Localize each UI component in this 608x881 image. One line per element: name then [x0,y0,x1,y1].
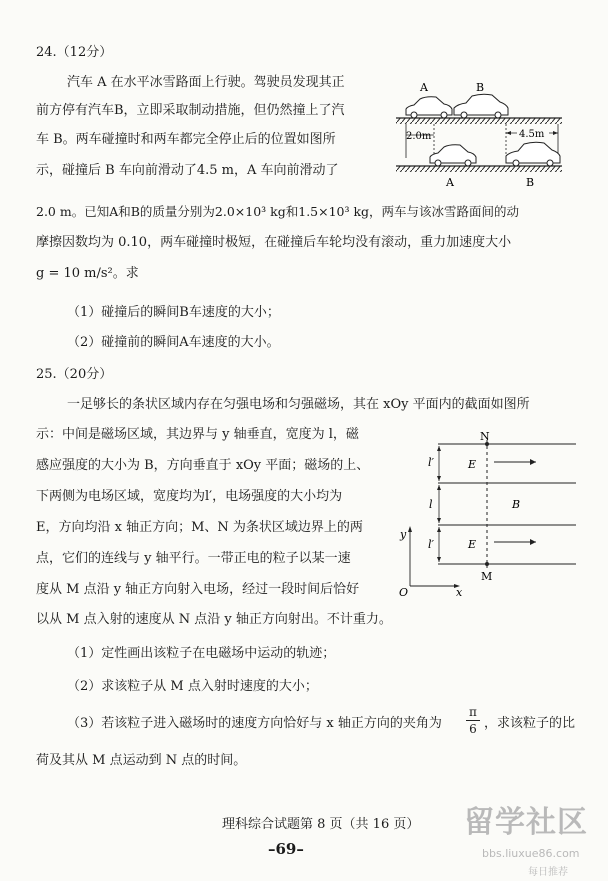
q25-line-4: E，方向均沿 x 轴正方向；M、N 为条状区域边界上的两 [36,520,363,535]
q24-line-3: 车 B。两车碰撞时和两车都完全停止后的位置如图所 [36,132,336,147]
q24-line-6: 摩擦因数均为 0.10，两车碰撞时极短，在碰撞后车轮均没有滚动，重力加速度大小 [36,235,512,250]
q24-line-7: g = 10 m/s²。求 [36,266,139,281]
q25-label-l: l [429,498,433,511]
q25-label-m: M [481,570,493,583]
width-marks [437,446,441,562]
q25-label-e-top: E [468,458,477,471]
q25-line-6: 度从 M 点沿 y 轴正方向射入电场，经过一段时间后恰好 [36,582,360,597]
q24-label-a-top: A [420,81,428,94]
point-m [485,562,489,566]
watermark-url: bbs.liuxue86.com [482,847,580,860]
car-a-top [406,97,452,118]
e-field-arrow-bottom [494,539,536,545]
q25-sub-3a: （3）若该粒子进入磁场时的速度方向恰好与 x 轴正方向的夹角为 [67,716,442,731]
top-road [396,118,562,124]
e-field-arrow-top [494,459,536,465]
q25-label-l-prime-bottom: l′ [428,538,435,551]
q25-figure [396,428,580,598]
fraction-denominator: 6 [469,722,477,736]
q25-sub-2: （2）求该粒子从 M 点入射时速度的大小； [67,679,318,694]
q25-line-3: 下两侧为电场区域，宽度均为l′，电场强度的大小均为 [36,489,343,504]
q25-line-5: 点，它们的连线与 y 轴平行。一带正电的粒子以某一速 [36,551,351,566]
q24-dist-right: 4.5m [519,129,545,140]
q24-sub-2: （2）碰撞前的瞬间A车速度的大小。 [67,335,280,350]
q24-figure [392,80,570,192]
q24-line-4: 示，碰撞后 B 车向前滑动了4.5 m，A 车向前滑动了 [36,163,339,178]
q25-sub-3-line2: 荷及其从 M 点运动到 N 点的时间。 [36,753,247,768]
q25-label-o: O [399,586,409,598]
fraction-numerator: π [469,705,477,719]
q24-sub-1: （1）碰撞后的瞬间B车速度的大小； [67,305,280,320]
car-b-top [454,94,508,118]
page-number: –69– [268,840,304,858]
q25-label-l-prime-top: l′ [428,456,435,469]
q25-line-7: 以从 M 点入射的速度从 N 点沿 y 轴正方向射出。不计重力。 [36,612,392,627]
q24-label-a-bottom: A [446,176,454,189]
q25-label-b: B [512,498,521,511]
q24-line-1: 汽车 A 在水平冰雪路面上行驶。驾驶员发现其正 [67,75,345,90]
q24-line-2: 前方停有汽车B，立即采取制动措施，但仍然撞上了汽 [36,103,345,118]
q24-label-b-bottom: B [526,176,535,189]
q24-label-b-top: B [476,81,485,94]
q25-line-0: 一足够长的条状区域内存在匀强电场和匀强磁场，其在 xOy 平面内的截面如图所 [67,397,530,412]
q25-label-x: x [456,586,463,598]
car-a-bottom [430,145,476,166]
watermark-corner: 每日推荐 [528,867,568,878]
q24-dist-left: 2.0m [406,131,432,142]
fraction-pi-over-6 [466,706,480,735]
q25-sub-1: （1）定性画出该粒子在电磁场中运动的轨迹； [67,646,336,661]
q25-line-2: 感应强度的大小为 B，方向垂直于 xOy 平面；磁场的上、 [36,458,370,473]
q24-line-5: 2.0 m。已知A和B的质量分别为2.0×10³ kg和1.5×10³ kg，两车与该冰雪路面间的动 [36,204,520,219]
q25-header: 25.（20分） [36,367,113,382]
q24-header: 24.（12分） [36,45,113,60]
dim-2m [406,124,434,158]
q25-label-n: N [480,430,490,443]
axes [408,526,460,588]
watermark-brand: 留学社区 [464,805,588,840]
car-b-bottom [506,142,560,166]
q25-sub-3b: ，求该粒子的比 [484,716,576,731]
q25-label-e-bottom: E [468,538,477,551]
q25-line-1: 示：中间是磁场区域，其边界与 y 轴垂直，宽度为 l，磁 [36,427,359,442]
q25-label-y: y [400,528,407,541]
bottom-road [396,166,562,172]
footer-page-info: 理科综合试题第 8 页（共 16 页） [222,817,420,832]
